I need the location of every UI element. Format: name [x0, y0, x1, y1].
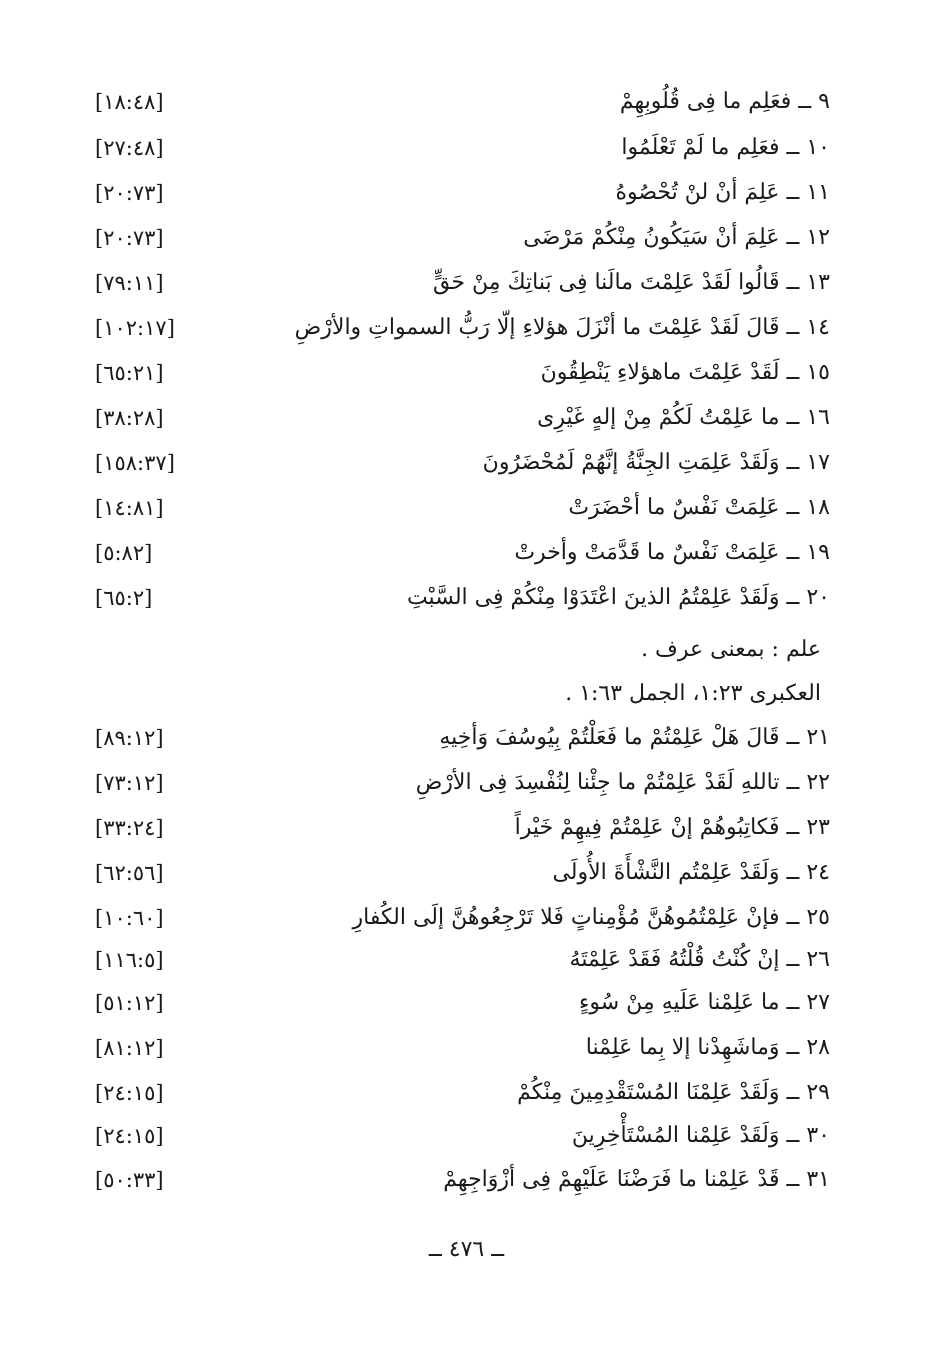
entry-text: ٣٠ ــ وَلَقَدْ عَلِمْنا المُسْتَأْخِرِينَ [571, 1123, 830, 1148]
entry-text: ٢٧ ــ ما عَلِمْنا عَلَيهِ مِنْ سُوءٍ [579, 990, 830, 1015]
entry-reference: [٥:٨٢] [95, 541, 153, 565]
entry-text: ١٤ ــ قَالَ لَقَدْ عَلِمْتَ ما أنْزَلَ هؤلاءِ إلّا رَبُّ السمواتِ والأرْضِ [294, 315, 830, 340]
entry-text: ١٧ ــ وَلَقَدْ عَلِمَتِ الجِنَّةُ إنَّهُمْ لَمُحْضَرُونَ [482, 450, 830, 475]
entry-text: ٣١ ــ قَدْ عَلِمْنا ما فَرَضْنَا عَلَيْهِمْ فِى أزْوَاجِهِمْ [443, 1167, 830, 1192]
entry-text: ٢٢ ــ تاللهِ لَقَدْ عَلِمْتُمْ ما جِئْنا لِنُفْسِدَ فِى الأرْضِ [415, 770, 830, 795]
section-heading: علم : بمعنى عرف . [641, 637, 821, 662]
entry-reference: [٦٢:٥٦] [95, 861, 164, 885]
entry-reference: [٨٩:١٢] [95, 726, 164, 750]
entry-26 [95, 940, 830, 980]
entry-21 [95, 718, 830, 758]
entry-30 [95, 1116, 830, 1156]
entry-text: ١١ ــ عَلِمَ أنْ لنْ تُحْصُوهُ [615, 180, 830, 205]
entry-reference: [١٠٢:١٧] [95, 316, 175, 340]
entry-28 [95, 1028, 830, 1068]
entry-22 [95, 763, 830, 803]
entry-text: ١٠ ــ فعَلِم ما لَمْ تَعْلَمُوا [621, 135, 830, 160]
entry-19 [95, 533, 830, 573]
entry-reference: [٢٤:١٥] [95, 1081, 164, 1105]
entry-reference: [١٤:٨١] [95, 496, 164, 520]
entry-14 [95, 308, 830, 348]
entry-reference: [٢٠:٧٣] [95, 181, 164, 205]
page-number: ــ ٤٧٦ ــ [428, 1237, 505, 1262]
entry-17 [95, 443, 830, 483]
section-sources: العكبرى ١:٢٣، الجمل ١:٦٣ . [565, 681, 821, 706]
entry-reference: [١٥٨:٣٧] [95, 451, 175, 475]
entry-27 [95, 983, 830, 1023]
entry-text: ٩ ــ فعَلِم ما فِى قُلُوبِهِمْ [619, 89, 830, 114]
entry-11 [95, 173, 830, 213]
entry-text: ١٢ ــ عَلِمَ أنْ سَيَكُونُ مِنْكُمْ مَرْضَى [523, 225, 830, 250]
entry-23 [95, 808, 830, 848]
entry-25 [95, 898, 830, 938]
entry-reference: [٣٣:٢٤] [95, 816, 164, 840]
entry-text: ٢٦ ــ إنْ كُنْتُ قُلْتُهُ فَقَدْ عَلِمْتَهُ [569, 947, 830, 972]
entry-15 [95, 353, 830, 393]
entry-31 [95, 1160, 830, 1200]
entry-reference: [١٠:٦٠] [95, 906, 164, 930]
entry-20 [95, 578, 830, 618]
entry-reference: [٥٠:٣٣] [95, 1168, 164, 1192]
entry-reference: [٥١:١٢] [95, 991, 164, 1015]
entry-29 [95, 1073, 830, 1113]
entry-reference: [٣٨:٢٨] [95, 406, 164, 430]
entry-text: ١٩ ــ عَلِمَتْ نَفْسٌ ما قَدَّمَتْ وأخرتْ [514, 540, 830, 565]
entry-text: ٢٠ ــ وَلَقَدْ عَلِمْتُمُ الذينَ اعْتَدَوْا مِنْكُمْ فِى السَّبْتِ [406, 585, 830, 610]
entry-24 [95, 853, 830, 893]
entry-text: ١٥ ــ لَقَدْ عَلِمْتَ ماهؤلاءِ يَنْطِقُونَ [540, 360, 830, 385]
entry-13 [95, 263, 830, 303]
entry-12 [95, 218, 830, 258]
entry-reference: [٨١:١٢] [95, 1036, 164, 1060]
entry-reference: [٢٧:٤٨] [95, 136, 164, 160]
entry-reference: [١٨:٤٨] [95, 90, 164, 114]
entry-reference: [٧٣:١٢] [95, 771, 164, 795]
entry-text: ١٣ ــ قَالُوا لَقَدْ عَلِمْتَ مالَنا فِى بَناتِكَ مِنْ حَقٍّ [433, 270, 830, 295]
entry-text: ٢٤ ــ وَلَقَدْ عَلِمْتُم النَّشْأَةَ الأُولَى [552, 860, 830, 885]
entry-reference: [٦٥:٢١] [95, 361, 164, 385]
entry-reference: [١١٦:٥] [95, 948, 164, 972]
entry-18 [95, 488, 830, 528]
entry-text: ٢٥ ــ فإنْ عَلِمْتُمُوهُنَّ مُؤْمِناتٍ فَلا تَرْجِعُوهُنَّ إلَى الكُفارِ [352, 905, 830, 930]
entry-reference: [٦٥:٢] [95, 586, 153, 610]
entry-text: ١٦ ــ ما عَلِمْتُ لَكُمْ مِنْ إلهٍ غَيْرِى [537, 405, 830, 430]
entry-reference: [٧٩:١١] [95, 271, 164, 295]
entry-10 [95, 128, 830, 168]
entry-text: ٢٩ ــ وَلَقَدْ عَلِمْنَا المُسْتَقْدِمِينَ مِنْكُمْ [517, 1080, 830, 1105]
entry-text: ١٨ ــ عَلِمَتْ نَفْسٌ ما أحْضَرَتْ [568, 495, 830, 520]
entry-reference: [٢٤:١٥] [95, 1124, 164, 1148]
entry-16 [95, 398, 830, 438]
entry-text: ٢٨ ــ وَماشَهِدْنا إلا بِما عَلِمْنا [585, 1035, 830, 1060]
entry-9 [95, 82, 830, 122]
entry-reference: [٢٠:٧٣] [95, 226, 164, 250]
entry-text: ٢١ ــ قَالَ هَلْ عَلِمْتُمْ ما فَعَلْتُمْ بِيُوسُفَ وَأخِيهِ [439, 725, 830, 750]
entry-text: ٢٣ ــ فَكاتِبُوهُمْ إنْ عَلِمْتُمْ فِيهِمْ خَيْراً [514, 815, 830, 840]
